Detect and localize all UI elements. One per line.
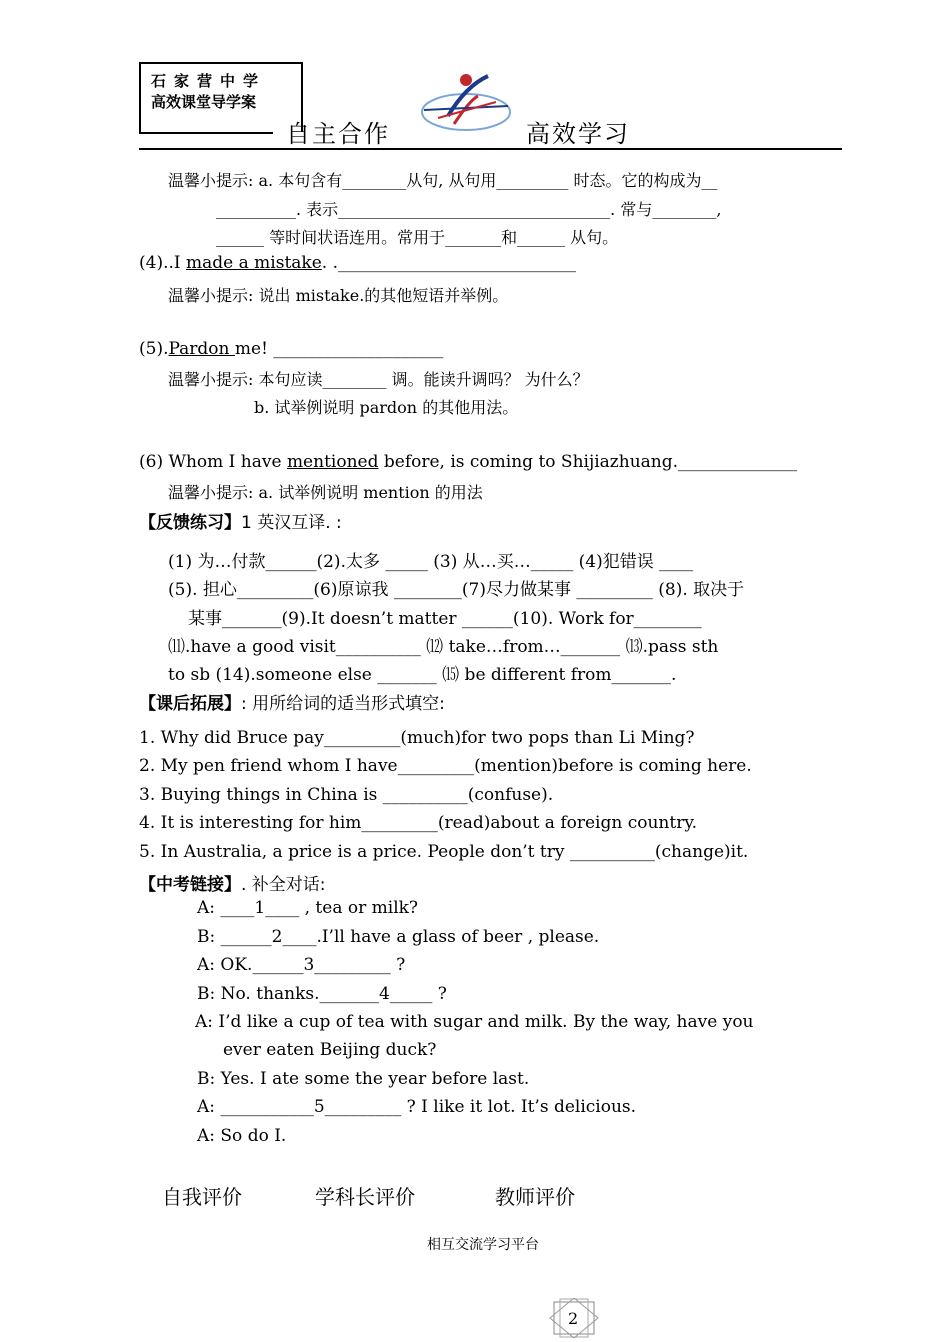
- header-rule: [139, 148, 842, 150]
- footer-platform: 相互交流学习平台: [427, 1237, 539, 1253]
- feedback-line-5: to sb (14).someone else _______ ⒂ be different from_______.: [168, 665, 677, 685]
- dialogue-line-2: B: ______2____.I’ll have a glass of beer , please.: [197, 927, 600, 947]
- dialogue-line-9: A: So do I.: [197, 1126, 287, 1146]
- question-5: (5).Pardon me! ____________________: [139, 339, 444, 359]
- hint-a-line1: 温馨小提示: a. 本句含有________从句, 从句用_________ 时态。它的构成为__: [168, 171, 718, 190]
- dialogue-line-8: A: ___________5_________ ? I like it lot. It’s delicious.: [197, 1097, 637, 1117]
- q6-hint: 温馨小提示: a. 试举例说明 mention 的用法: [168, 483, 483, 502]
- feedback-line-1: (1) 为…付款______(2).太多 _____ (3) 从…买…_____ (4)犯错误 ____: [168, 552, 694, 572]
- header-underline: [139, 132, 273, 134]
- page-number: 2: [568, 1309, 579, 1328]
- q5-hint1: 温馨小提示: 本句应读________ 调。能读升调吗？ 为什么？: [168, 370, 589, 389]
- dialogue-line-1: A: ____1____ , tea or milk?: [197, 898, 419, 918]
- extension-item-3: 3. Buying things in China is __________(confuse).: [139, 785, 554, 805]
- q4-hint: 温馨小提示: 说出 mistake.的其他短语并举例。: [168, 286, 509, 305]
- extension-item-2: 2. My pen friend whom I have_________(mention)before is coming here.: [139, 756, 752, 776]
- exam-link-heading: 【中考链接】. 补全对话:: [139, 875, 326, 895]
- dialogue-line-4: B: No. thanks._______4_____ ?: [197, 984, 447, 1004]
- q5-hint2: b. 试举例说明 pardon 的其他用法。: [254, 398, 519, 417]
- school-header-box: [139, 62, 303, 132]
- hint-a-line2: __________. 表示__________________________________. 常与________,: [216, 200, 722, 219]
- extension-heading: 【课后拓展】: 用所给词的适当形式填空:: [139, 694, 445, 714]
- extension-item-4: 4. It is interesting for him_________(read)about a foreign country.: [139, 813, 698, 833]
- motto-left: 自主合作: [286, 120, 390, 148]
- q6-word: mentioned: [286, 452, 379, 472]
- motto-right: 高效学习: [526, 120, 630, 148]
- school-name: 石家营中学: [151, 72, 267, 90]
- feedback-line-4: ⑾.have a good visit__________ ⑿ take…from…_______ ⒀.pass sth: [168, 637, 719, 657]
- self-evaluation: 自我评价: [162, 1185, 242, 1209]
- dialogue-line-3: A: OK.______3_________ ?: [197, 955, 406, 975]
- extension-item-1: 1. Why did Bruce pay_________(much)for two pops than Li Ming?: [139, 728, 695, 748]
- school-subtitle: 高效课堂导学案: [151, 93, 257, 111]
- feedback-line-3: 某事_______(9).It doesn’t matter ______(10). Work for________: [188, 609, 702, 629]
- dialogue-line-7: B: Yes. I ate some the year before last.: [197, 1069, 530, 1089]
- extension-item-5: 5. In Australia, a price is a price. People don’t try __________(change)it.: [139, 842, 749, 862]
- feedback-heading: 【反馈练习】1 英汉互译. :: [139, 513, 342, 533]
- q5-phrase: Pardon: [168, 339, 235, 359]
- leader-evaluation: 学科长评价: [315, 1185, 415, 1209]
- question-6: (6) Whom I have mentioned before, is coming to Shijiazhuang.______________: [139, 452, 798, 472]
- dialogue-line-6: ever eaten Beijing duck?: [223, 1040, 437, 1060]
- school-logo-icon: [418, 66, 514, 136]
- feedback-line-2: (5). 担心_________(6)原谅我 ________(7)尽力做某事 _________ (8). 取决于: [168, 580, 745, 600]
- teacher-evaluation: 教师评价: [495, 1185, 575, 1209]
- q4-phrase: made a mistake: [186, 253, 322, 273]
- hint-a-line3: ______ 等时间状语连用。常用于_______和______ 从句。: [216, 228, 619, 247]
- question-4: (4)..I made a mistake. .____________________________: [139, 253, 576, 273]
- dialogue-line-5: A: I’d like a cup of tea with sugar and milk. By the way, have you: [195, 1012, 754, 1032]
